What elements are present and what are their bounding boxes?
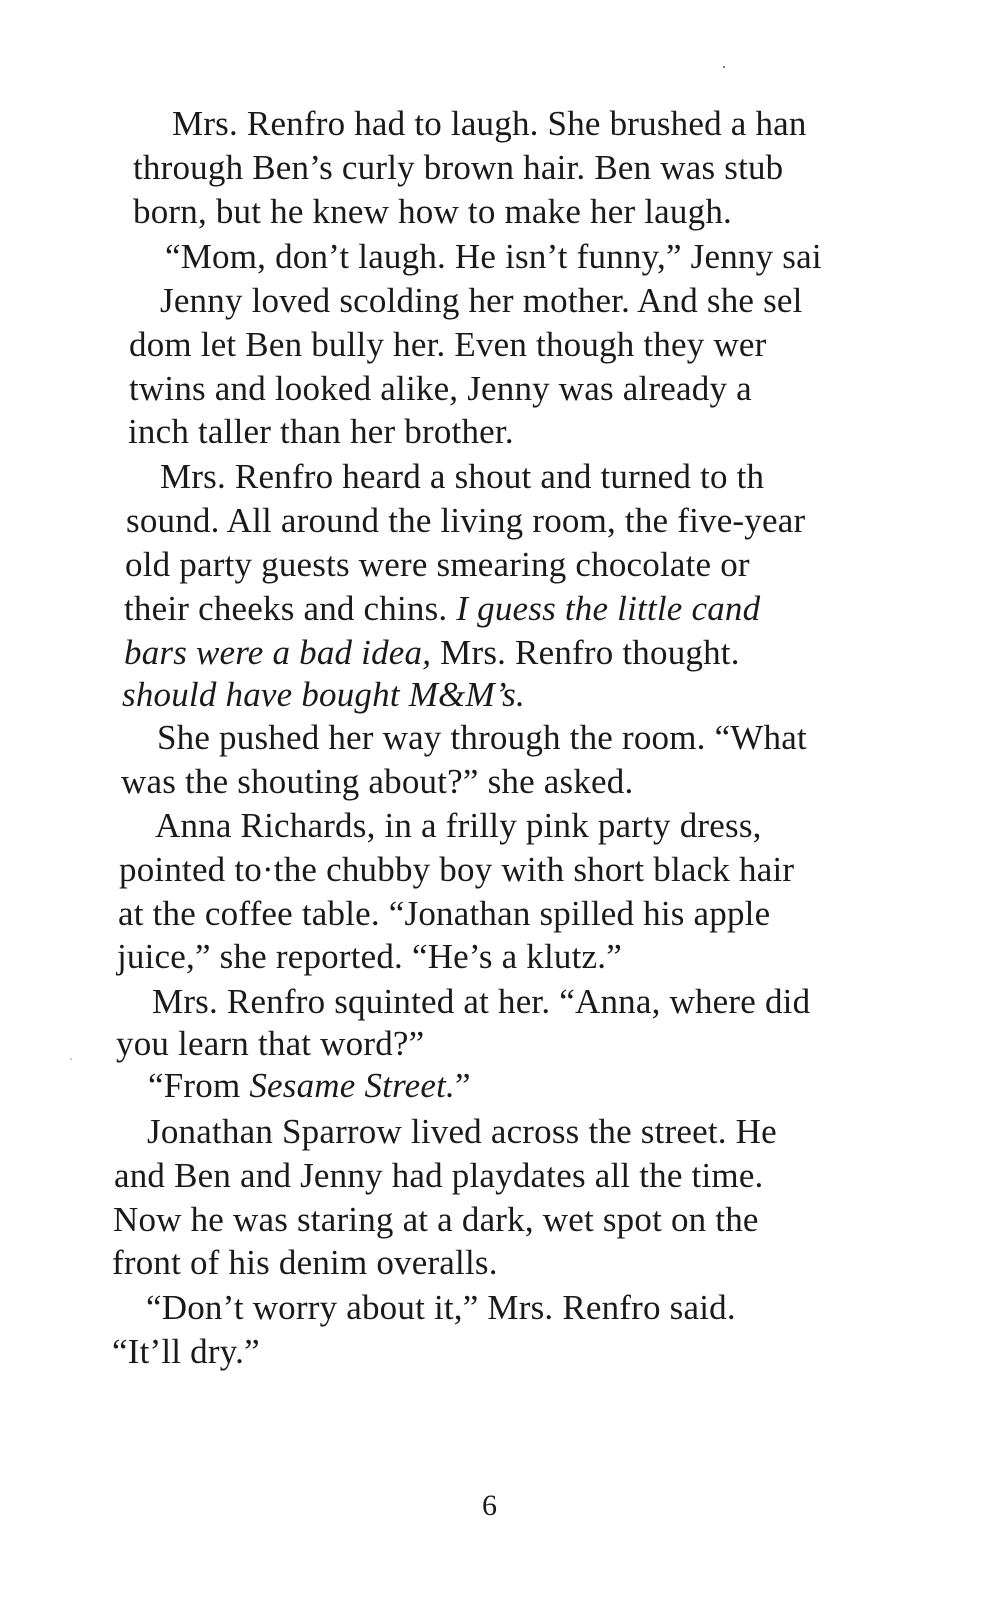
text-line: Now he was staring at a dark, wet spot on the — [113, 1200, 759, 1239]
text-line: inch taller than her brother. — [128, 412, 514, 451]
text-line: bars were a bad idea, Mrs. Renfro thought. — [124, 633, 740, 672]
text-line: you learn that word?” — [116, 1024, 425, 1063]
scan-speck — [70, 1058, 72, 1060]
text-line: their cheeks and chins. I guess the little cand — [124, 589, 761, 628]
text-line: dom let Ben bully her. Even though they wer — [129, 325, 767, 364]
text-line: Mrs. Renfro heard a shout and turned to th — [160, 457, 765, 496]
text-line: “It’ll dry.” — [112, 1332, 260, 1371]
text-line: was the shouting about?” she asked. — [121, 762, 634, 801]
text-line: juice,” she reported. “He’s a klutz.” — [117, 937, 622, 976]
text-line: Anna Richards, in a frilly pink party dress, — [155, 806, 762, 845]
text-line: Mrs. Renfro squinted at her. “Anna, where did — [152, 982, 811, 1021]
page-number: 6 — [482, 1489, 497, 1522]
text-line: “Mom, don’t laugh. He isn’t funny,” Jenny sai — [165, 237, 822, 276]
text-line: at the coffee table. “Jonathan spilled his apple — [118, 894, 771, 933]
text-line: old party guests were smearing chocolate or — [125, 545, 750, 584]
text-line: “Don’t worry about it,” Mrs. Renfro said. — [146, 1288, 736, 1327]
text-line: twins and looked alike, Jenny was already a — [129, 369, 752, 408]
scan-speck — [723, 66, 725, 68]
text-line — [122, 675, 525, 715]
italic-thought: should have bought M&M’s. — [122, 675, 525, 714]
text-line: She pushed her way through the room. “What — [157, 718, 807, 757]
italic-title: Sesame Street. — [249, 1066, 455, 1105]
text-line: sound. All around the living room, the five-year — [126, 501, 806, 540]
text-line: born, but he knew how to make her laugh. — [133, 192, 732, 231]
italic-thought: I guess the little cand — [456, 589, 761, 628]
text-line: Jenny loved scolding her mother. And she sel — [160, 281, 803, 320]
text-line: and Ben and Jenny had playdates all the time. — [114, 1156, 764, 1195]
text-line: front of his denim overalls. — [112, 1243, 498, 1282]
text-line: Mrs. Renfro had to laugh. She brushed a han — [172, 104, 807, 143]
text-line: “From Sesame Street.” — [148, 1066, 471, 1105]
text-line: pointed to·the chubby boy with short black hair — [119, 850, 795, 889]
text-line: Jonathan Sparrow lived across the street. He — [147, 1112, 777, 1151]
text-line: through Ben’s curly brown hair. Ben was stub — [133, 148, 784, 187]
italic-thought: bars were a bad idea, — [124, 633, 432, 672]
